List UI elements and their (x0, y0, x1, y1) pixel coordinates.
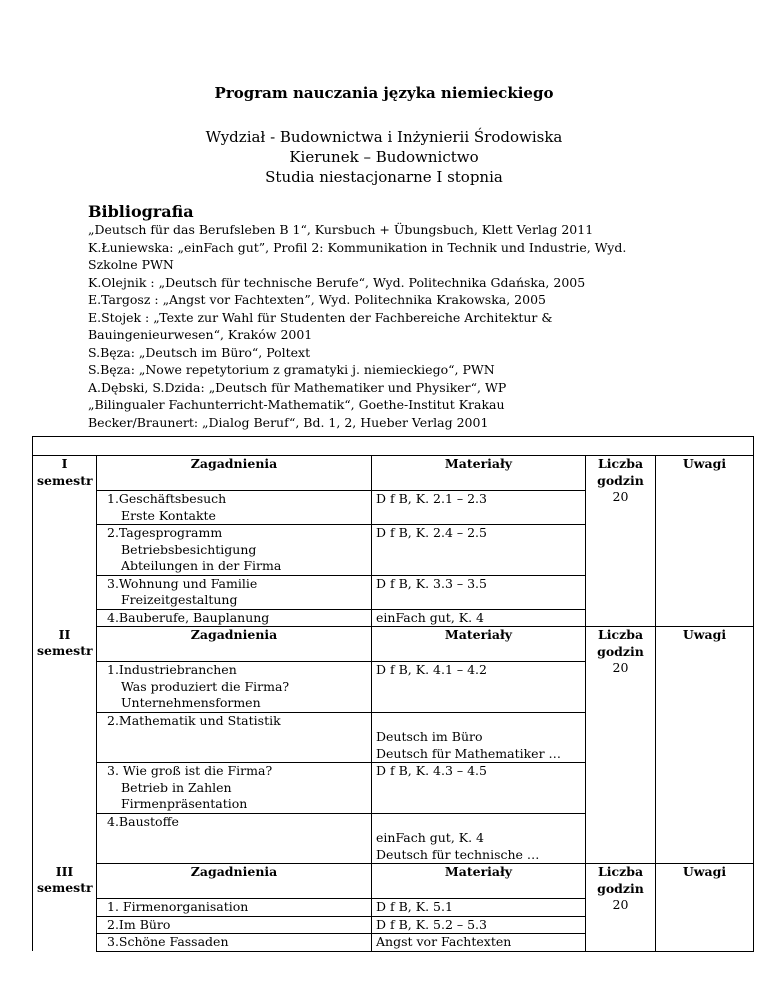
material-line: Deutsch im Büro (376, 729, 483, 744)
topic-line: Abteilungen in der Firma (121, 558, 282, 573)
material-cell (372, 609, 586, 627)
semester-label: II semestr (33, 627, 97, 864)
topic-line: 3.Wohnung und Familie (107, 575, 258, 591)
hours-value: 20 (612, 660, 629, 675)
table-top-bar (33, 437, 754, 456)
bibliography-entry: E.Targosz : „Angst vor Fachtexten”, Wyd. Politechnika Krakowska, 2005 (88, 292, 546, 307)
topic-cell (97, 575, 372, 609)
bibliography-entry: Szkolne PWN (88, 257, 174, 272)
topic-cell (97, 763, 372, 814)
bibliography-entry: K.Olejnik : „Deutsch für technische Berufe“, Wyd. Politechnika Gdańska, 2005 (88, 274, 586, 290)
material-line: D f B, K. 5.2 – 5.3 (376, 916, 487, 932)
topic-line: Was produziert die Firma? (121, 678, 290, 694)
topic-line: 2.Im Büro (107, 916, 171, 932)
material-line: D f B, K. 2.1 – 2.3 (376, 491, 487, 506)
bibliography-entry: Bauingenieurwesen“, Kraków 2001 (88, 327, 313, 342)
topic-cell (97, 491, 372, 525)
material-cell (372, 934, 586, 952)
bibliography-entry: „Deutsch für das Berufsleben B 1“, Kursbuch + Übungsbuch, Klett Verlag 2011 (88, 222, 594, 237)
material-line: Deutsch für Mathematiker … (376, 745, 562, 761)
hours-header: Liczba godzin (597, 864, 644, 896)
material-line: D f B, K. 2.4 – 2.5 (376, 525, 487, 540)
remarks-header: Uwagi (656, 456, 754, 627)
material-cell (372, 899, 586, 917)
bibliography-entry: A.Dębski, S.Dzida: „Deutsch für Mathematiker und Physiker“, WP (88, 379, 507, 395)
material-line: einFach gut, K. 4 (376, 609, 485, 625)
material-cell (372, 525, 586, 576)
material-cell (372, 575, 586, 609)
topic-cell (97, 525, 372, 576)
material-line: D f B, K. 5.1 (376, 899, 453, 914)
bibliography-entry: „Bilingualer Fachunterricht-Mathematik“, Goethe-Institut Krakau (88, 397, 505, 412)
material-line: D f B, K. 3.3 – 3.5 (376, 575, 487, 591)
bibliography-entry: Becker/Braunert: „Dialog Beruf“, Bd. 1, 2, Hueber Verlag 2001 (88, 414, 489, 430)
faculty-line: Wydział - Budownictwa i Inżynierii Środowiska (205, 128, 563, 146)
material-cell (372, 813, 586, 864)
page-title: Program nauczania języka niemieckiego (214, 84, 554, 102)
hours-header: Liczba godzin (597, 627, 644, 659)
material-line: Angst vor Fachtexten (376, 934, 512, 949)
topic-line: Firmenpräsentation (121, 796, 248, 811)
material-line: einFach gut, K. 4 (376, 830, 485, 845)
curriculum-table (32, 436, 754, 952)
materials-header: Materiały (372, 456, 586, 491)
topic-cell (97, 662, 372, 713)
hours-cell (586, 627, 656, 864)
material-cell (372, 763, 586, 814)
material-cell (372, 916, 586, 934)
topic-line: Betrieb in Zahlen (121, 779, 232, 795)
bibliography-entry: S.Bęza: „Nowe repetytorium z gramatyki j. niemieckiego“, PWN (88, 362, 495, 377)
bibliography-entry: K.Łuniewska: „einFach gut”, Profil 2: Kommunikation in Technik und Industrie, Wyd. (88, 239, 627, 255)
bibliography-list (88, 221, 688, 431)
material-cell (372, 662, 586, 713)
topic-line: 3.Schöne Fassaden (107, 934, 229, 949)
topic-line: 4.Baustoffe (107, 813, 179, 829)
topic-line: 2.Mathematik und Statistik (107, 712, 281, 728)
topics-header: Zagadnienia (97, 456, 372, 491)
materials-header: Materiały (372, 864, 586, 899)
hours-cell (586, 456, 656, 627)
bibliography-heading: Bibliografia (88, 202, 194, 221)
topic-line: 3. Wie groß ist die Firma? (107, 763, 273, 778)
hours-header: Liczba godzin (597, 456, 644, 488)
topic-cell (97, 934, 372, 952)
hours-value: 20 (612, 489, 629, 504)
topic-line: 1. Firmenorganisation (107, 899, 249, 914)
materials-header: Materiały (372, 627, 586, 662)
topic-line: 1.Geschäftsbesuch (107, 491, 227, 506)
bibliography-entry: E.Stojek : „Texte zur Wahl für Studenten der Fachbereiche Architektur & (88, 309, 553, 325)
topic-line: Betriebsbesichtigung (121, 541, 257, 557)
topics-header: Zagadnienia (97, 627, 372, 662)
hours-cell (586, 864, 656, 952)
topic-cell (97, 609, 372, 627)
topic-line: Freizeitgestaltung (121, 592, 238, 607)
topic-line: Unternehmensformen (121, 695, 261, 710)
remarks-header: Uwagi (656, 864, 754, 952)
topic-line: 1.Industriebranchen (107, 662, 237, 677)
topics-header: Zagadnienia (97, 864, 372, 899)
studies-line: Studia niestacjonarne I stopnia (265, 168, 503, 186)
topic-line: Erste Kontakte (121, 507, 216, 523)
material-cell (372, 491, 586, 525)
bibliography-entry: S.Bęza: „Deutsch im Büro“, Poltext (88, 344, 311, 360)
topic-cell (97, 712, 372, 763)
remarks-header: Uwagi (656, 627, 754, 864)
material-line: D f B, K. 4.3 – 4.5 (376, 763, 487, 778)
hours-value: 20 (612, 897, 629, 912)
material-line: Deutsch für technische … (376, 846, 540, 862)
direction-line: Kierunek – Budownictwo (289, 148, 479, 166)
material-cell (372, 712, 586, 763)
topic-cell (97, 916, 372, 934)
material-line: D f B, K. 4.1 – 4.2 (376, 662, 487, 677)
semester-label: I semestr (33, 456, 97, 627)
topic-line: 4.Bauberufe, Bauplanung (107, 609, 270, 625)
topic-cell (97, 813, 372, 864)
topic-cell (97, 899, 372, 917)
semester-label: III semestr (33, 864, 97, 952)
topic-line: 2.Tagesprogramm (107, 525, 223, 540)
